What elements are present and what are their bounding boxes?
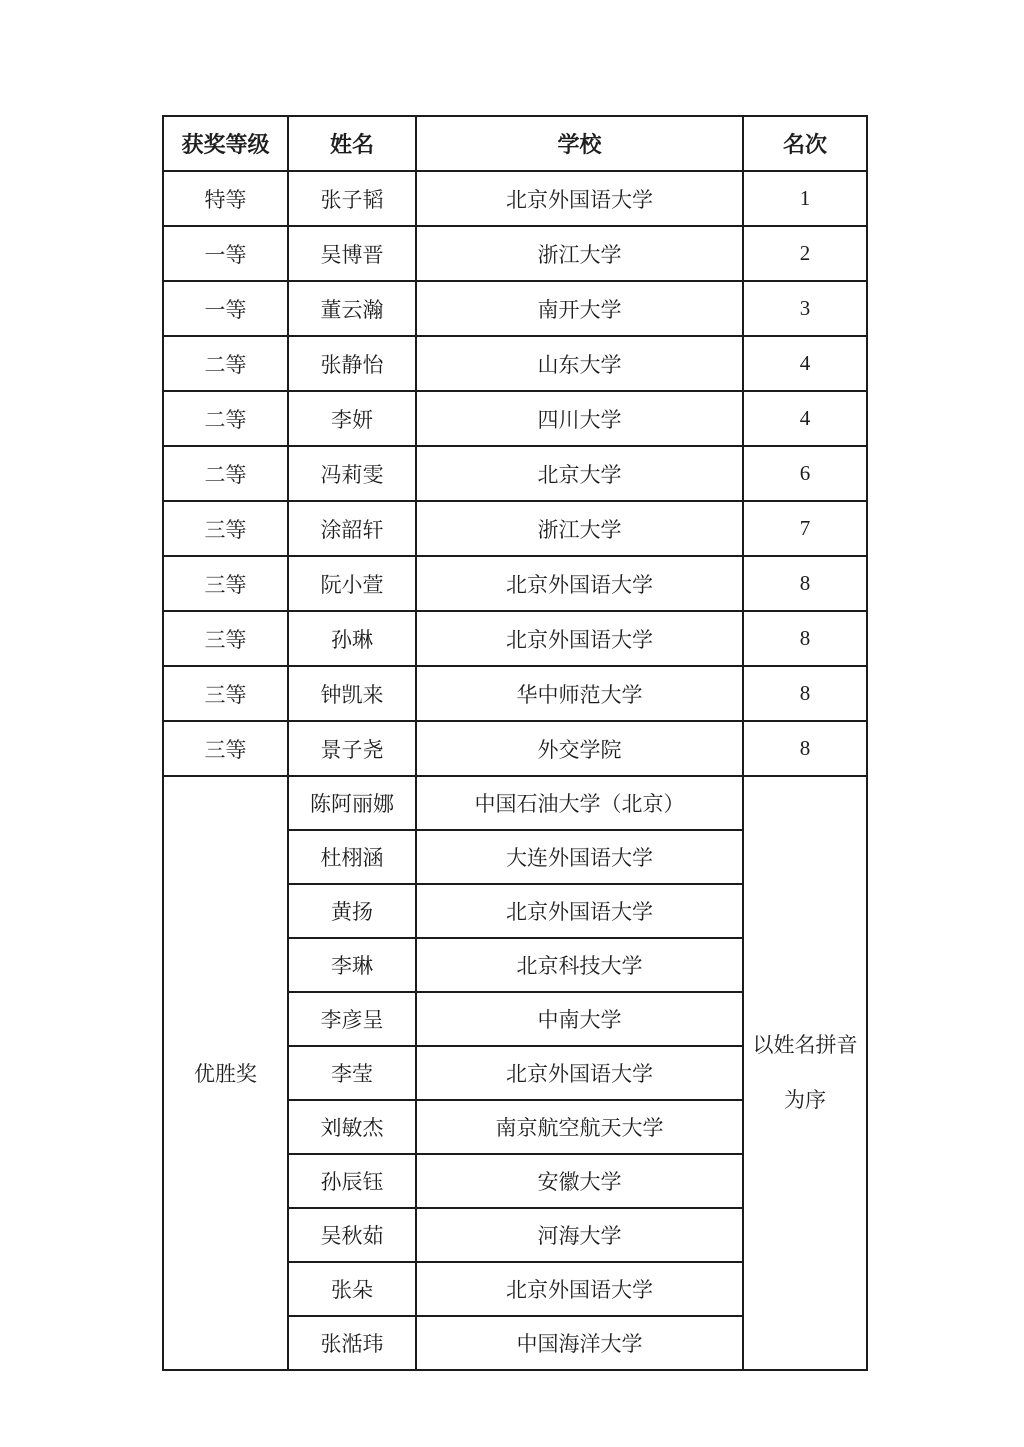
award-level-cell: 二等 [163, 446, 288, 501]
column-header-award-level: 获奖等级 [163, 116, 288, 171]
award-level-cell: 三等 [163, 556, 288, 611]
rank-cell: 3 [743, 281, 867, 336]
name-cell: 陈阿丽娜 [288, 776, 416, 830]
name-cell: 吴秋茹 [288, 1208, 416, 1262]
name-cell: 张朵 [288, 1262, 416, 1316]
name-cell: 冯莉雯 [288, 446, 416, 501]
header-row [163, 116, 867, 171]
name-cell: 钟凯来 [288, 666, 416, 721]
school-cell: 四川大学 [416, 391, 743, 446]
award-results-page [162, 115, 868, 1371]
name-cell: 孙琳 [288, 611, 416, 666]
table-row [163, 171, 867, 226]
rank-cell: 8 [743, 721, 867, 776]
rank-cell: 8 [743, 611, 867, 666]
rank-cell: 8 [743, 556, 867, 611]
rank-cell: 7 [743, 501, 867, 556]
school-cell: 大连外国语大学 [416, 830, 743, 884]
table-row [163, 281, 867, 336]
name-cell: 董云瀚 [288, 281, 416, 336]
school-cell: 浙江大学 [416, 226, 743, 281]
rank-note-cell: 以姓名拼音为序 [743, 776, 867, 1370]
award-level-cell: 二等 [163, 336, 288, 391]
table-row [163, 611, 867, 666]
award-level-cell: 三等 [163, 721, 288, 776]
name-cell: 张子韬 [288, 171, 416, 226]
name-cell: 景子尧 [288, 721, 416, 776]
rank-cell: 4 [743, 336, 867, 391]
name-cell: 刘敏杰 [288, 1100, 416, 1154]
table-row [163, 556, 867, 611]
name-cell: 阮小萱 [288, 556, 416, 611]
school-cell: 北京外国语大学 [416, 171, 743, 226]
school-cell: 北京外国语大学 [416, 884, 743, 938]
column-header-name: 姓名 [288, 116, 416, 171]
school-cell: 中南大学 [416, 992, 743, 1046]
award-level-cell: 三等 [163, 501, 288, 556]
award-level-cell: 三等 [163, 666, 288, 721]
name-cell: 孙辰钰 [288, 1154, 416, 1208]
name-cell: 黄扬 [288, 884, 416, 938]
school-cell: 华中师范大学 [416, 666, 743, 721]
column-header-school: 学校 [416, 116, 743, 171]
award-level-cell: 特等 [163, 171, 288, 226]
table-row [163, 446, 867, 501]
school-cell: 北京外国语大学 [416, 611, 743, 666]
school-cell: 北京外国语大学 [416, 1262, 743, 1316]
table-row [163, 666, 867, 721]
rank-cell: 6 [743, 446, 867, 501]
school-cell: 中国海洋大学 [416, 1316, 743, 1370]
school-cell: 山东大学 [416, 336, 743, 391]
table-row [163, 501, 867, 556]
school-cell: 中国石油大学（北京） [416, 776, 743, 830]
award-level-cell: 二等 [163, 391, 288, 446]
school-cell: 北京科技大学 [416, 938, 743, 992]
school-cell: 南开大学 [416, 281, 743, 336]
winner-award-level-cell: 优胜奖 [163, 776, 288, 1370]
table-row [163, 336, 867, 391]
rank-cell: 1 [743, 171, 867, 226]
award-level-cell: 一等 [163, 281, 288, 336]
column-header-rank: 名次 [743, 116, 867, 171]
name-cell: 李莹 [288, 1046, 416, 1100]
rank-cell: 2 [743, 226, 867, 281]
table-row [163, 391, 867, 446]
school-cell: 北京大学 [416, 446, 743, 501]
table-row [163, 226, 867, 281]
name-cell: 张静怡 [288, 336, 416, 391]
school-cell: 河海大学 [416, 1208, 743, 1262]
award-table [162, 115, 868, 1371]
name-cell: 张湉玮 [288, 1316, 416, 1370]
school-cell: 南京航空航天大学 [416, 1100, 743, 1154]
name-cell: 李琳 [288, 938, 416, 992]
name-cell: 涂韶轩 [288, 501, 416, 556]
rank-cell: 4 [743, 391, 867, 446]
school-cell: 浙江大学 [416, 501, 743, 556]
award-level-cell: 三等 [163, 611, 288, 666]
school-cell: 外交学院 [416, 721, 743, 776]
name-cell: 李妍 [288, 391, 416, 446]
rank-cell: 8 [743, 666, 867, 721]
table-row [163, 721, 867, 776]
school-cell: 北京外国语大学 [416, 1046, 743, 1100]
name-cell: 杜栩涵 [288, 830, 416, 884]
table-row [163, 776, 867, 830]
school-cell: 北京外国语大学 [416, 556, 743, 611]
award-level-cell: 一等 [163, 226, 288, 281]
school-cell: 安徽大学 [416, 1154, 743, 1208]
name-cell: 李彦呈 [288, 992, 416, 1046]
name-cell: 吴博晋 [288, 226, 416, 281]
